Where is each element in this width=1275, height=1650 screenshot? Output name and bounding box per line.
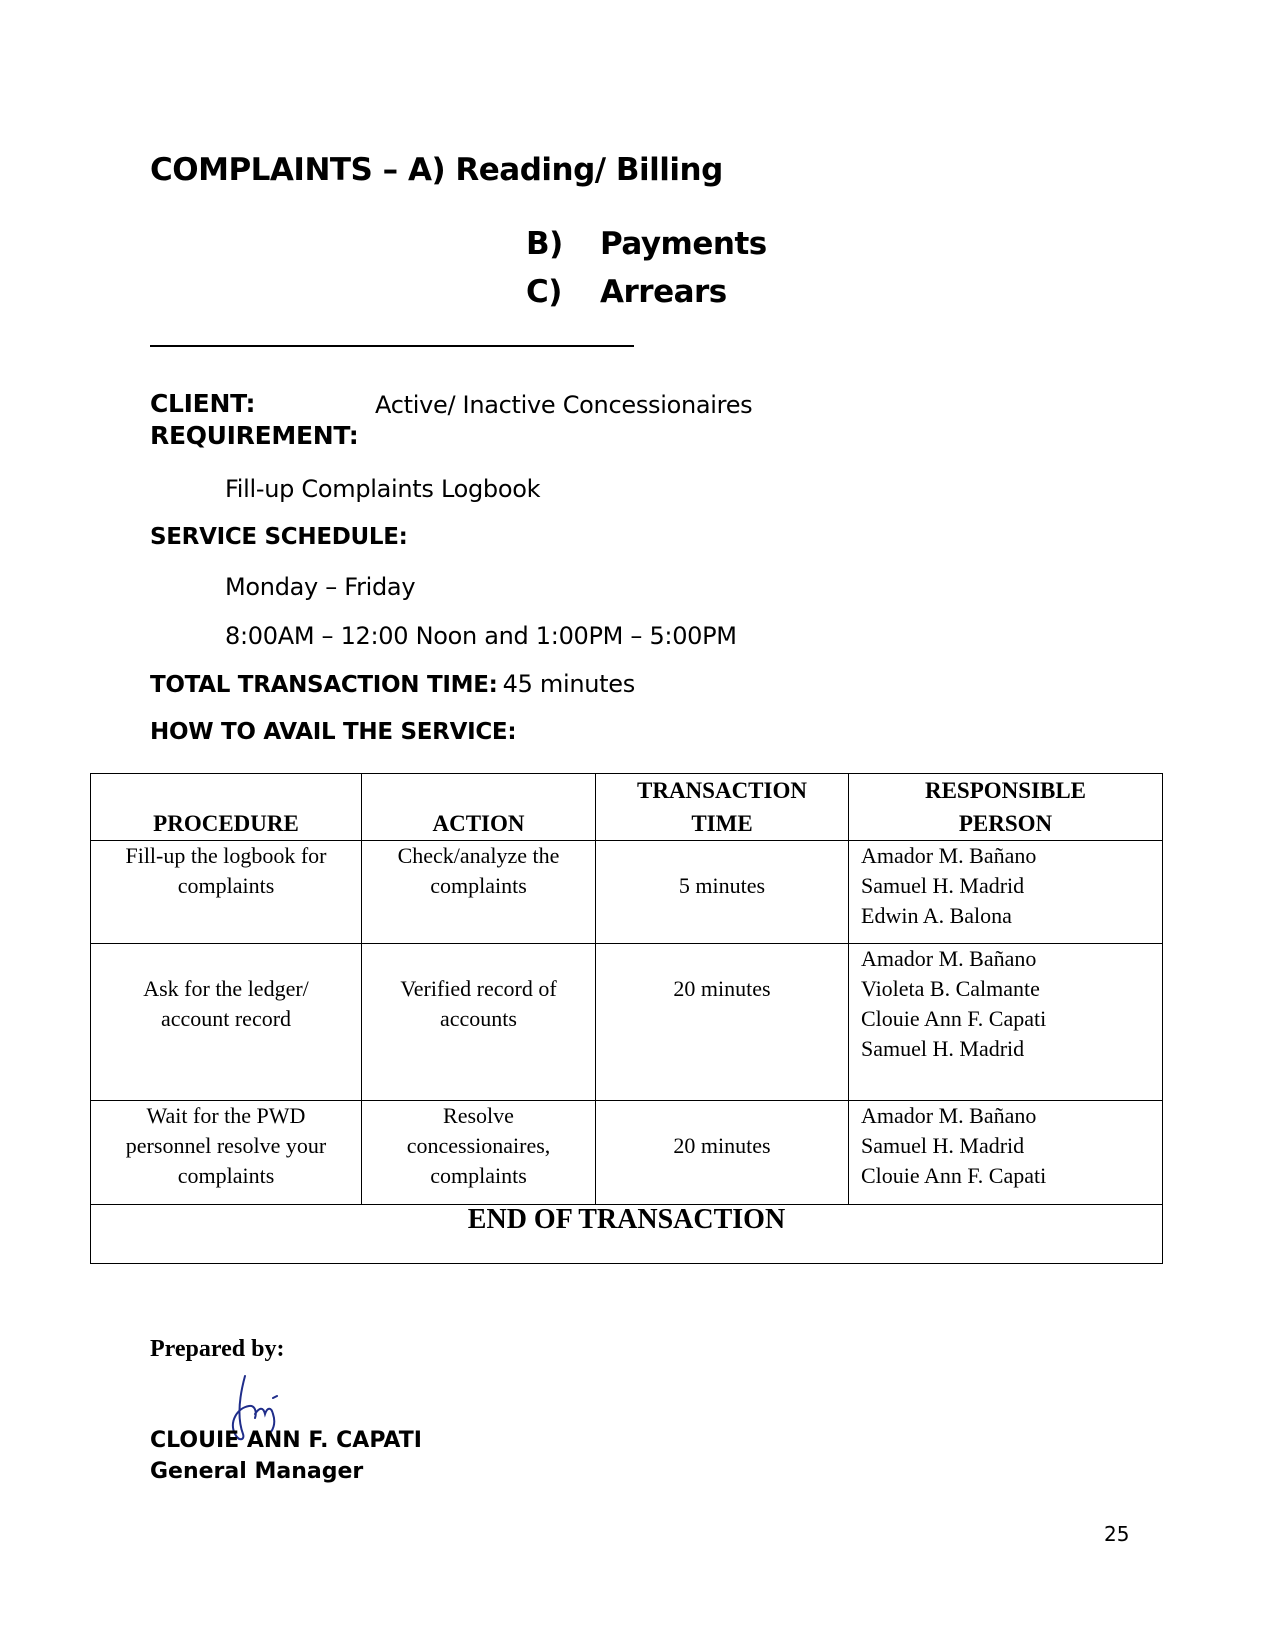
subitem-letter: C) xyxy=(526,274,562,310)
schedule-hours: 8:00AM – 12:00 Noon and 1:00PM – 5:00PM xyxy=(225,622,737,650)
client-label: CLIENT: xyxy=(150,389,256,418)
cell-procedure: Fill-up the logbook for complaints xyxy=(91,841,362,944)
cell-persons: Amador M. Bañano Samuel H. Madrid Edwin A. Balona xyxy=(849,841,1163,944)
subitem-text: Arrears xyxy=(600,274,727,310)
table-end-row xyxy=(91,1205,1163,1264)
cell-time: 20 minutes xyxy=(596,944,849,1101)
cell-action: Resolve concessionaires, complaints xyxy=(362,1101,596,1205)
table-header-row xyxy=(91,774,1163,841)
schedule-label: SERVICE SCHEDULE: xyxy=(150,524,408,550)
total-time-value: 45 minutes xyxy=(502,670,635,698)
preparer-position: General Manager xyxy=(150,1459,364,1484)
subitem-text: Payments xyxy=(600,226,767,262)
subitem-letter: B) xyxy=(526,226,563,262)
cell-procedure: Ask for the ledger/ account record xyxy=(91,944,362,1101)
cell-time: 5 minutes xyxy=(596,841,849,944)
header-procedure: PROCEDURE xyxy=(91,774,362,841)
header-action: ACTION xyxy=(362,774,596,841)
procedure-table xyxy=(90,773,1163,1264)
preparer-name: CLOUIE ANN F. CAPATI xyxy=(150,1428,422,1453)
cell-action: Check/analyze the complaints xyxy=(362,841,596,944)
cell-action: Verified record of accounts xyxy=(362,944,596,1101)
schedule-days: Monday – Friday xyxy=(225,573,416,601)
cell-procedure: Wait for the PWD personnel resolve your complaints xyxy=(91,1101,362,1205)
table-row xyxy=(91,1101,1163,1205)
table-row xyxy=(91,944,1163,1101)
requirement-label: REQUIREMENT: xyxy=(150,421,359,450)
client-value: Active/ Inactive Concessionaires xyxy=(375,391,753,419)
total-time-line xyxy=(150,670,635,698)
end-of-transaction: END OF TRANSACTION xyxy=(91,1205,1163,1264)
cell-time: 20 minutes xyxy=(596,1101,849,1205)
requirement-value: Fill-up Complaints Logbook xyxy=(225,475,541,503)
divider-rule xyxy=(150,345,634,347)
page-number: 25 xyxy=(1104,1522,1130,1546)
table-row xyxy=(91,841,1163,944)
cell-persons: Amador M. Bañano Samuel H. Madrid Clouie Ann F. Capati xyxy=(849,1101,1163,1205)
total-time-label: TOTAL TRANSACTION TIME: xyxy=(150,672,498,698)
page-title: COMPLAINTS – A) Reading/ Billing xyxy=(150,152,723,188)
cell-persons: Amador M. Bañano Violeta B. Calmante Clouie Ann F. Capati Samuel H. Madrid xyxy=(849,944,1163,1101)
header-responsible-person: RESPONSIBLE PERSON xyxy=(849,774,1163,841)
how-to-label: HOW TO AVAIL THE SERVICE: xyxy=(150,719,517,745)
prepared-by-label: Prepared by: xyxy=(150,1336,285,1362)
header-transaction-time: TRANSACTION TIME xyxy=(596,774,849,841)
